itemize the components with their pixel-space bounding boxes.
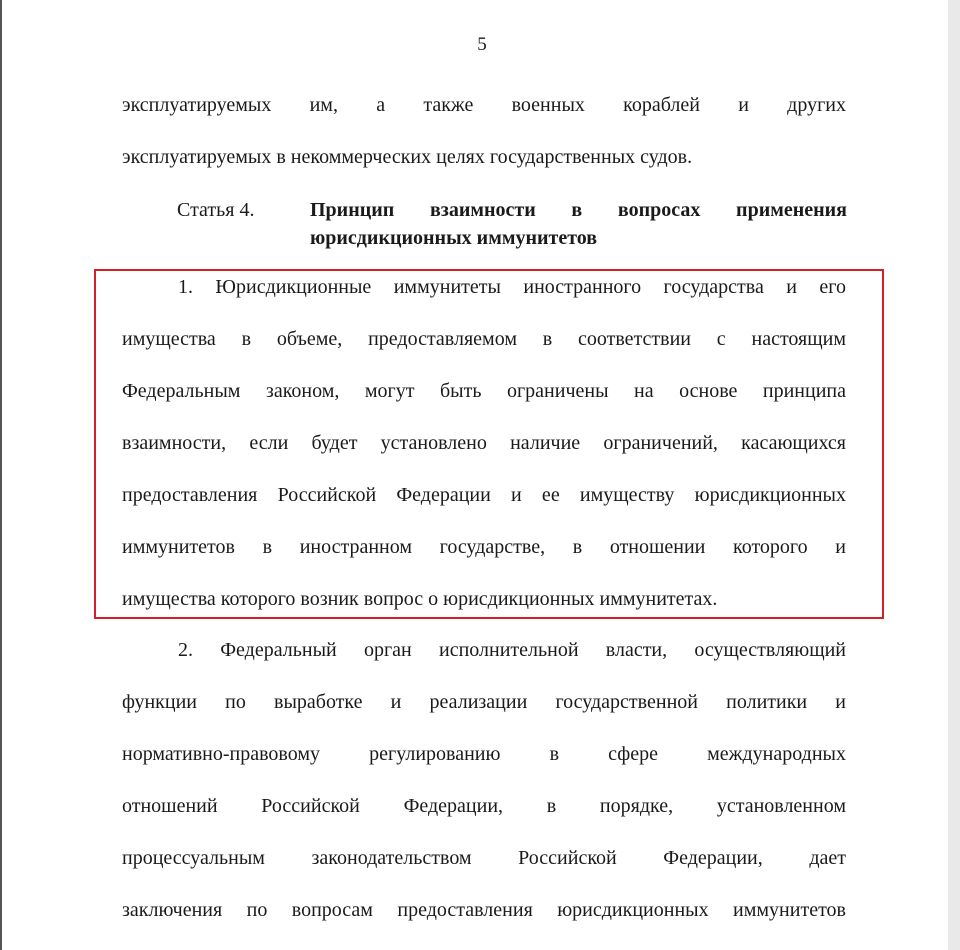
text-line: процессуальным законодательством Российской Федерации, дает [122, 847, 846, 869]
article-label: Статья 4. [177, 199, 255, 221]
page-number: 5 [477, 34, 487, 55]
paragraph-1 [122, 261, 846, 625]
article-title-line: юрисдикционных иммунитетов [310, 227, 598, 249]
text-line: нормативно-правовому регулированию в сфере международных [122, 743, 846, 765]
text-line: эксплуатируемых им, а также военных кораблей и других [122, 94, 846, 116]
text-line: имущества в объеме, предоставляемом в соответствии с настоящим [122, 328, 846, 350]
text-line: взаимности, если будет установлено наличие ограничений, касающихся [122, 432, 846, 454]
text-line: иммунитетов в иностранном государстве, в отношении которого и [122, 536, 846, 558]
text-line: эксплуатируемых в некоммерческих целях государственных судов. [122, 146, 693, 168]
text-line: отношений Российской Федерации, в порядке, установленном [122, 795, 846, 817]
text-line: имущества которого возник вопрос о юрисдикционных иммунитетах. [122, 588, 718, 610]
text-line: функции по выработке и реализации государственной политики и [122, 691, 846, 713]
page-gutter [948, 0, 960, 950]
text-line: 2. Федеральный орган исполнительной власти, осуществляющий [178, 639, 846, 661]
article-title-line: Принцип взаимности в вопросах применения [310, 199, 847, 221]
text-line: заключения по вопросам предоставления юрисдикционных иммунитетов [122, 899, 846, 921]
paragraph-2 [122, 624, 846, 936]
article-title [310, 196, 847, 252]
text-line: 1. Юрисдикционные иммунитеты иностранного государства и его [178, 276, 846, 298]
intro-paragraph [122, 79, 846, 183]
text-line: Федеральным законом, могут быть ограничены на основе принципа [122, 380, 846, 402]
text-line: предоставления Российской Федерации и ее имуществу юрисдикционных [122, 484, 846, 506]
